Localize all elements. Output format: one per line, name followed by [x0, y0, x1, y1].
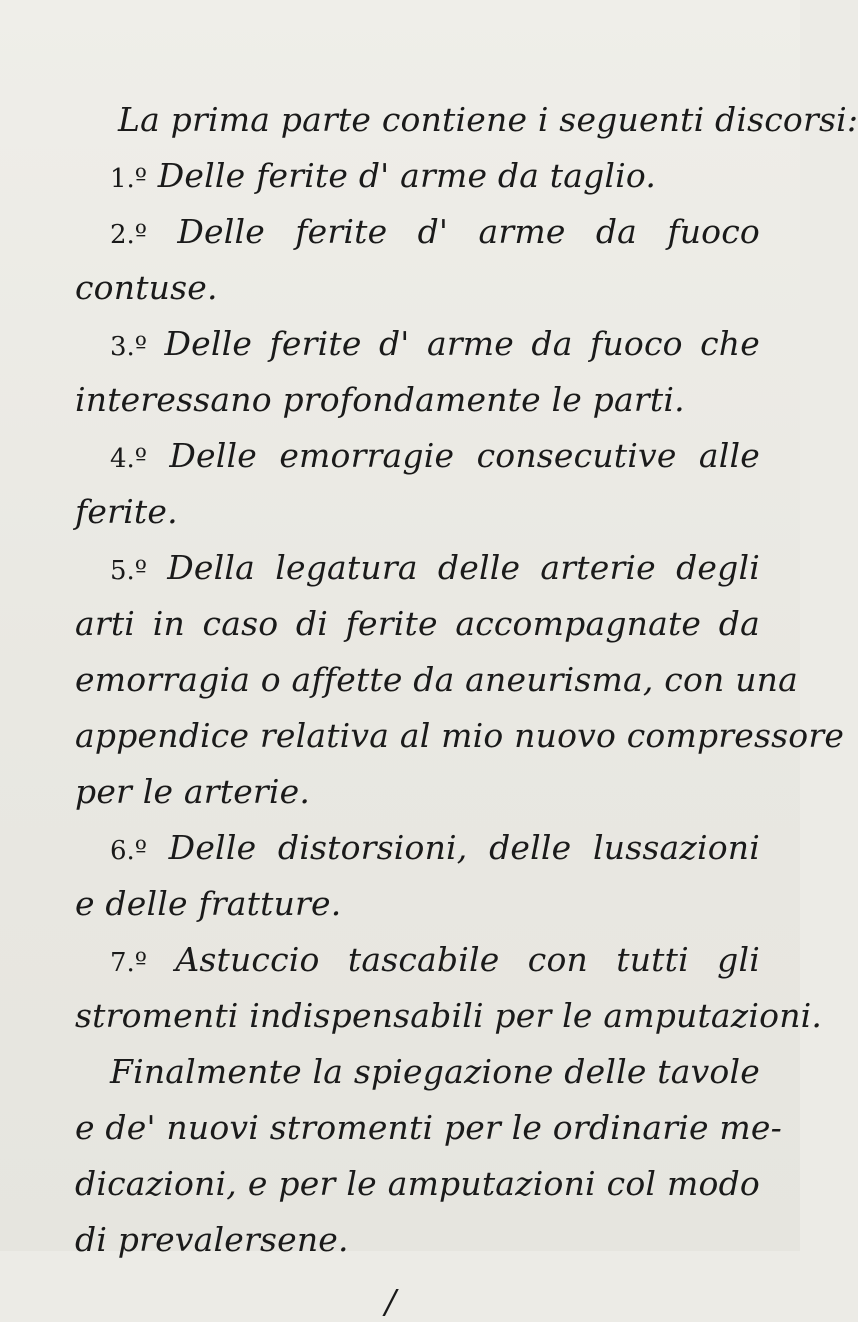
footer-mark: /: [385, 1282, 397, 1321]
list-item: [110, 212, 760, 255]
item-number: 6.º: [110, 836, 148, 866]
item-text: Delle ferite d' arme da fuoco che: [164, 324, 760, 363]
closing-paragraph-line: Finalmente la spiegazione delle tavole: [110, 1052, 760, 1091]
item-text: Delle distorsioni, delle lussazioni: [168, 828, 760, 867]
item-continuation: appendice relativa al mio nuovo compressore: [75, 716, 845, 755]
item-continuation: e delle fratture.: [75, 884, 342, 923]
item-continuation: stromenti indispensabili per le amputazioni.: [75, 996, 823, 1035]
closing-paragraph-line: dicazioni, e per le amputazioni col modo: [75, 1164, 760, 1203]
item-number: 4.º: [110, 444, 148, 474]
item-text: Delle ferite d' arme da fuoco: [177, 212, 760, 251]
list-item: [110, 156, 760, 199]
item-continuation: contuse.: [75, 268, 218, 307]
item-continuation: per le arterie.: [75, 772, 311, 811]
page-heading: La prima parte contiene i seguenti discorsi:: [118, 100, 858, 139]
item-text: Delle emorragie consecutive alle: [169, 436, 760, 475]
item-text: Delle ferite d' arme da taglio.: [157, 156, 657, 195]
list-item: [110, 324, 760, 367]
item-number: 7.º: [110, 948, 148, 978]
closing-paragraph-line: di prevalersene.: [75, 1220, 349, 1259]
list-item: [110, 548, 760, 591]
item-number: 2.º: [110, 220, 148, 250]
item-text: Astuccio tascabile con tutti gli: [175, 940, 760, 979]
list-item: [110, 436, 760, 479]
item-continuation: ferite.: [75, 492, 178, 531]
item-number: 3.º: [110, 332, 148, 362]
list-item: [110, 940, 760, 983]
item-continuation: interessano profondamente le parti.: [75, 380, 685, 419]
item-text: Della legatura delle arterie degli: [167, 548, 760, 587]
closing-paragraph-line: e de' nuovi stromenti per le ordinarie me-: [75, 1108, 782, 1147]
item-number: 5.º: [110, 556, 148, 586]
item-number: 1.º: [110, 164, 148, 194]
item-continuation: emorragia o affette da aneurisma, con una: [75, 660, 798, 699]
item-continuation: arti in caso di ferite accompagnate da: [75, 604, 760, 643]
list-item: [110, 828, 760, 871]
